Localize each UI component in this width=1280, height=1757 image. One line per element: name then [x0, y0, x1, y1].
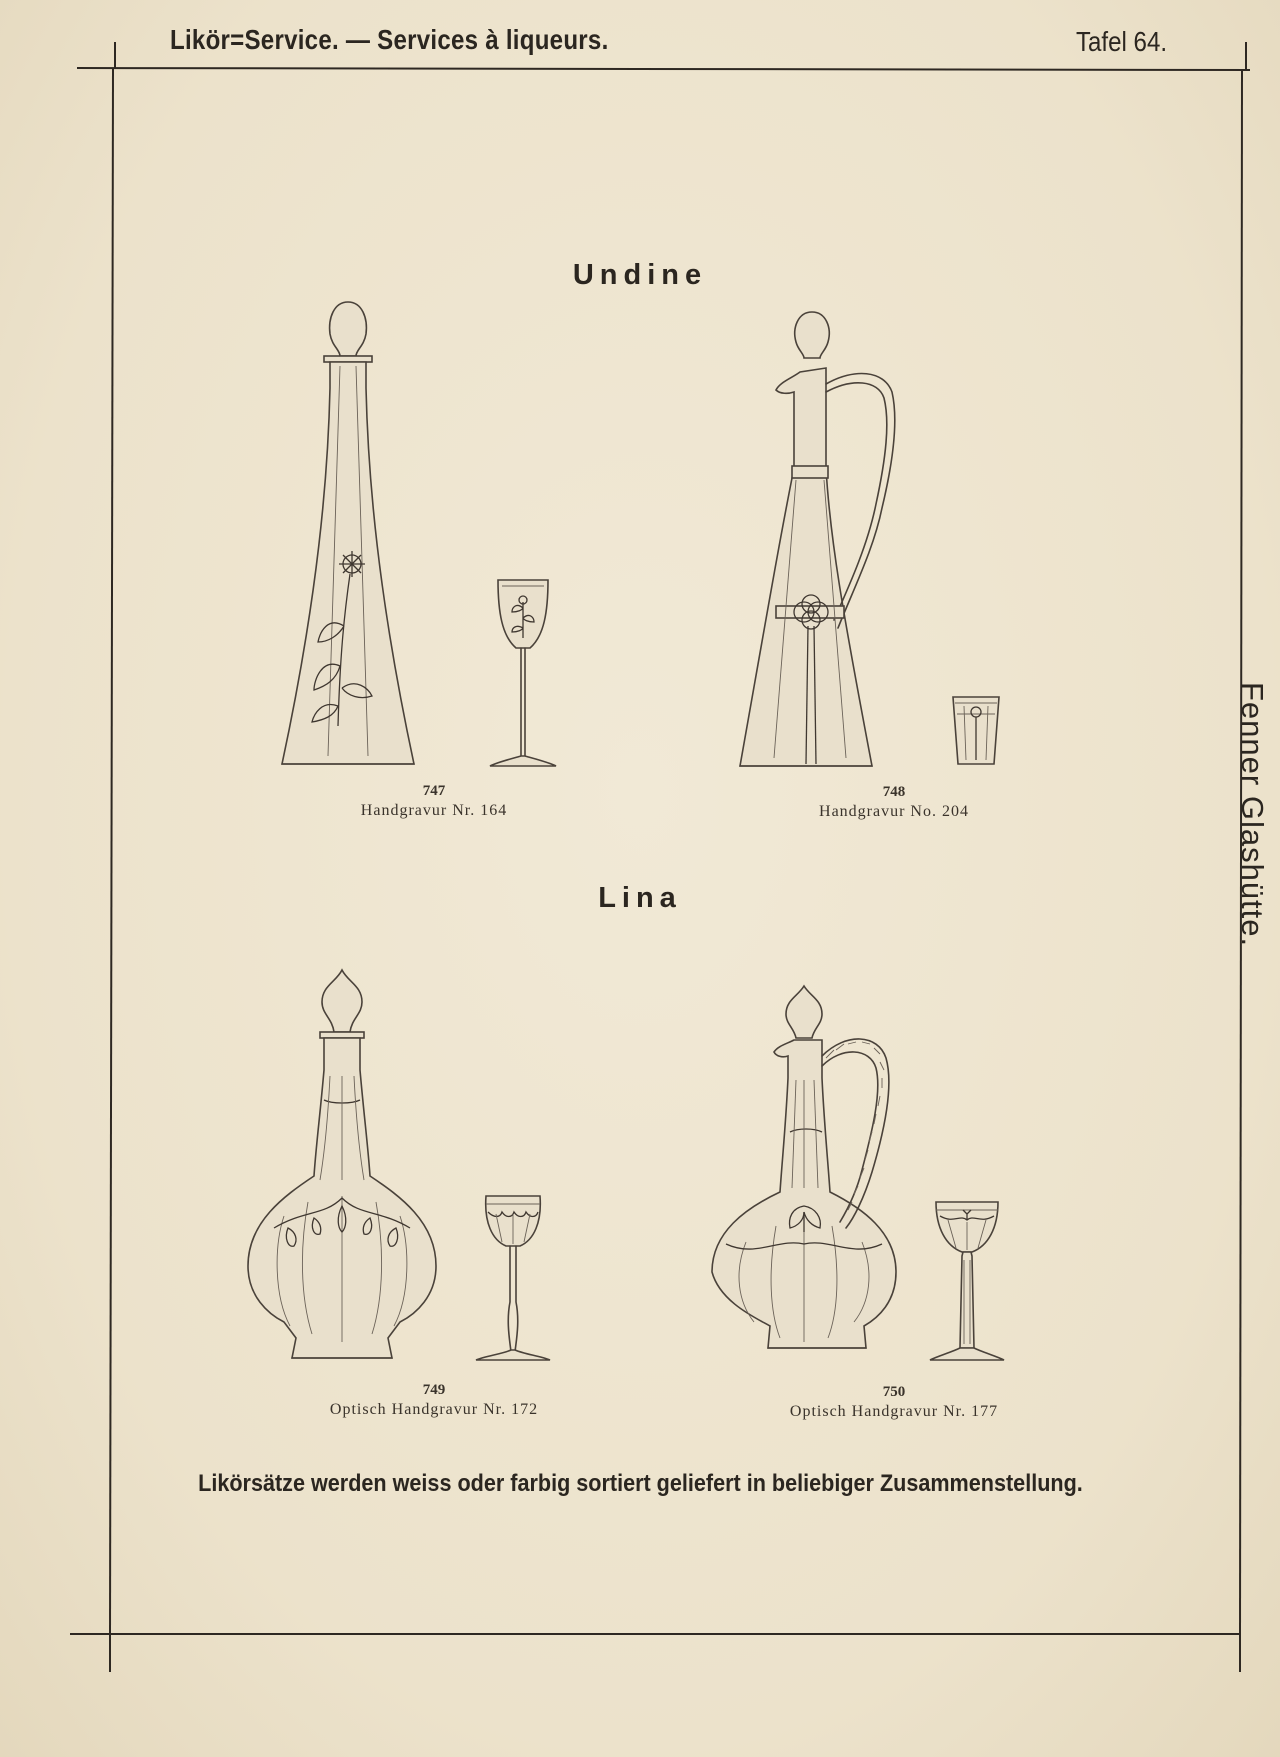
caption-748 [794, 783, 994, 821]
section-title-undine: Undine [572, 259, 708, 291]
liqueur-glass-747-illustration [486, 578, 560, 770]
item-number-747: 747 [422, 783, 446, 799]
footer-note-text: Likörsätze werden weiss oder farbig sortiert geliefert in beliebiger Zusammenstellung. [197, 1470, 1083, 1497]
item-caption-747: Handgravur Nr. 164 [360, 802, 508, 819]
caption-749 [294, 1381, 574, 1419]
jug-750-illustration [706, 982, 902, 1368]
footer-note [0, 1470, 1280, 1498]
item-caption-750: Optisch Handgravur Nr. 177 [789, 1403, 999, 1420]
section-title-lina: Lina [598, 882, 682, 914]
page-header-title: Likör=Service. — Services à liqueurs. [170, 24, 609, 55]
manufacturer-label [1232, 682, 1280, 1022]
decanter-747-illustration [278, 296, 418, 771]
liqueur-glass-750-illustration [926, 1198, 1008, 1366]
decanter-749-illustration [244, 966, 440, 1368]
jug-748-illustration [734, 308, 904, 772]
manufacturer-label-text: Fenner Glashütte. [1235, 682, 1270, 948]
caption-750 [754, 1383, 1034, 1421]
liqueur-glass-749-illustration [472, 1192, 554, 1364]
item-number-748: 748 [882, 784, 906, 800]
beaker-748-illustration [950, 694, 1002, 768]
item-caption-748: Handgravur No. 204 [819, 803, 969, 820]
item-caption-749: Optisch Handgravur Nr. 172 [329, 1401, 539, 1418]
item-number-750: 750 [882, 1384, 906, 1400]
item-number-749: 749 [422, 1382, 446, 1398]
caption-747 [334, 782, 534, 820]
plate-number: Tafel 64. [1076, 26, 1168, 57]
